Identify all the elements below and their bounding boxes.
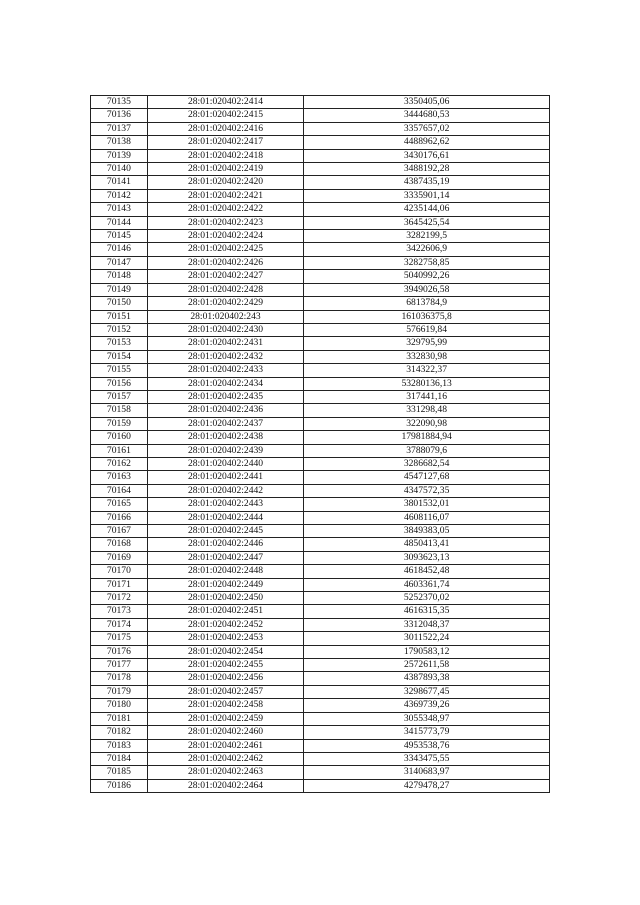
cadastral-number-cell: 28:01:020402:2425	[147, 243, 303, 256]
table-row	[91, 417, 550, 430]
cadastral-number-cell: 28:01:020402:2430	[147, 323, 303, 336]
row-number-cell: 70135	[91, 96, 148, 109]
row-number-cell: 70150	[91, 297, 148, 310]
table-row	[91, 189, 550, 202]
table-row	[91, 484, 550, 497]
cadastral-number-cell: 28:01:020402:2426	[147, 256, 303, 269]
table-row	[91, 525, 550, 538]
cadastral-number-cell: 28:01:020402:2417	[147, 136, 303, 149]
cadastral-number-cell: 28:01:020402:2444	[147, 511, 303, 524]
cadastral-number-cell: 28:01:020402:2443	[147, 498, 303, 511]
value-cell: 3286682,54	[304, 457, 550, 470]
cadastral-number-cell: 28:01:020402:2457	[147, 685, 303, 698]
table-row	[91, 203, 550, 216]
value-cell: 4369739,26	[304, 699, 550, 712]
value-cell: 3298677,45	[304, 685, 550, 698]
row-number-cell: 70175	[91, 632, 148, 645]
table-body	[91, 96, 550, 793]
cadastral-number-cell: 28:01:020402:2456	[147, 672, 303, 685]
table-row	[91, 618, 550, 631]
cadastral-number-cell: 28:01:020402:2453	[147, 632, 303, 645]
value-cell: 2572611,58	[304, 659, 550, 672]
row-number-cell: 70169	[91, 551, 148, 564]
cadastral-number-cell: 28:01:020402:2421	[147, 189, 303, 202]
table-row	[91, 431, 550, 444]
table-row	[91, 551, 550, 564]
cadastral-number-cell: 28:01:020402:2429	[147, 297, 303, 310]
value-cell: 3801532,01	[304, 498, 550, 511]
value-cell: 3430176,61	[304, 149, 550, 162]
table-row	[91, 645, 550, 658]
row-number-cell: 70146	[91, 243, 148, 256]
row-number-cell: 70137	[91, 122, 148, 135]
row-number-cell: 70178	[91, 672, 148, 685]
row-number-cell: 70181	[91, 712, 148, 725]
table-row	[91, 163, 550, 176]
cadastral-number-cell: 28:01:020402:2435	[147, 390, 303, 403]
table-row	[91, 149, 550, 162]
value-cell: 576619,84	[304, 323, 550, 336]
row-number-cell: 70185	[91, 766, 148, 779]
cadastral-number-cell: 28:01:020402:2463	[147, 766, 303, 779]
row-number-cell: 70162	[91, 457, 148, 470]
value-cell: 3055348,97	[304, 712, 550, 725]
table-row	[91, 632, 550, 645]
row-number-cell: 70154	[91, 350, 148, 363]
value-cell: 4387893,38	[304, 672, 550, 685]
cadastral-number-cell: 28:01:020402:2424	[147, 230, 303, 243]
value-cell: 3357657,02	[304, 122, 550, 135]
table-row	[91, 659, 550, 672]
cadastral-number-cell: 28:01:020402:2420	[147, 176, 303, 189]
cadastral-number-cell: 28:01:020402:2454	[147, 645, 303, 658]
value-cell: 3343475,55	[304, 752, 550, 765]
value-cell: 53280136,13	[304, 377, 550, 390]
cadastral-number-cell: 28:01:020402:2447	[147, 551, 303, 564]
value-cell: 161036375,8	[304, 310, 550, 323]
value-cell: 3488192,28	[304, 163, 550, 176]
cadastral-number-cell: 28:01:020402:243	[147, 310, 303, 323]
cadastral-number-cell: 28:01:020402:2438	[147, 431, 303, 444]
cadastral-number-cell: 28:01:020402:2458	[147, 699, 303, 712]
value-cell: 3140683,97	[304, 766, 550, 779]
value-cell: 5252370,02	[304, 592, 550, 605]
row-number-cell: 70141	[91, 176, 148, 189]
cadastral-number-cell: 28:01:020402:2422	[147, 203, 303, 216]
row-number-cell: 70182	[91, 726, 148, 739]
value-cell: 3415773,79	[304, 726, 550, 739]
cadastral-number-cell: 28:01:020402:2445	[147, 525, 303, 538]
table-row	[91, 243, 550, 256]
cadastral-number-cell: 28:01:020402:2431	[147, 337, 303, 350]
table-row	[91, 350, 550, 363]
table-row	[91, 578, 550, 591]
table-row	[91, 779, 550, 792]
value-cell: 4235144,06	[304, 203, 550, 216]
table-row	[91, 337, 550, 350]
cadastral-number-cell: 28:01:020402:2423	[147, 216, 303, 229]
table-row	[91, 605, 550, 618]
value-cell: 3312048,37	[304, 618, 550, 631]
table-row	[91, 766, 550, 779]
row-number-cell: 70149	[91, 283, 148, 296]
cadastral-number-cell: 28:01:020402:2442	[147, 484, 303, 497]
value-cell: 4616315,35	[304, 605, 550, 618]
table-row	[91, 323, 550, 336]
row-number-cell: 70136	[91, 109, 148, 122]
row-number-cell: 70161	[91, 444, 148, 457]
row-number-cell: 70176	[91, 645, 148, 658]
row-number-cell: 70155	[91, 364, 148, 377]
value-cell: 329795,99	[304, 337, 550, 350]
cadastral-number-cell: 28:01:020402:2439	[147, 444, 303, 457]
value-cell: 4387435,19	[304, 176, 550, 189]
table-row	[91, 726, 550, 739]
cadastral-number-cell: 28:01:020402:2437	[147, 417, 303, 430]
cadastral-number-cell: 28:01:020402:2451	[147, 605, 303, 618]
cadastral-number-cell: 28:01:020402:2436	[147, 404, 303, 417]
row-number-cell: 70163	[91, 471, 148, 484]
row-number-cell: 70148	[91, 270, 148, 283]
row-number-cell: 70143	[91, 203, 148, 216]
table-row	[91, 699, 550, 712]
table-row	[91, 712, 550, 725]
cadastral-value-table	[90, 95, 550, 793]
row-number-cell: 70173	[91, 605, 148, 618]
row-number-cell: 70147	[91, 256, 148, 269]
cadastral-number-cell: 28:01:020402:2449	[147, 578, 303, 591]
table-row	[91, 471, 550, 484]
value-cell: 1790583,12	[304, 645, 550, 658]
table-row	[91, 390, 550, 403]
row-number-cell: 70168	[91, 538, 148, 551]
value-cell: 3335901,14	[304, 189, 550, 202]
value-cell: 3282758,85	[304, 256, 550, 269]
cadastral-number-cell: 28:01:020402:2450	[147, 592, 303, 605]
table-row	[91, 672, 550, 685]
table-row	[91, 592, 550, 605]
cadastral-number-cell: 28:01:020402:2414	[147, 96, 303, 109]
cadastral-number-cell: 28:01:020402:2434	[147, 377, 303, 390]
cadastral-number-cell: 28:01:020402:2461	[147, 739, 303, 752]
cadastral-number-cell: 28:01:020402:2418	[147, 149, 303, 162]
table-row	[91, 377, 550, 390]
table-row	[91, 444, 550, 457]
table-row	[91, 565, 550, 578]
row-number-cell: 70142	[91, 189, 148, 202]
row-number-cell: 70153	[91, 337, 148, 350]
table-row	[91, 685, 550, 698]
value-cell: 4618452,48	[304, 565, 550, 578]
table-row	[91, 216, 550, 229]
table-row	[91, 404, 550, 417]
row-number-cell: 70179	[91, 685, 148, 698]
row-number-cell: 70157	[91, 390, 148, 403]
value-cell: 3645425,54	[304, 216, 550, 229]
table-row	[91, 538, 550, 551]
cadastral-number-cell: 28:01:020402:2427	[147, 270, 303, 283]
row-number-cell: 70166	[91, 511, 148, 524]
row-number-cell: 70159	[91, 417, 148, 430]
cadastral-number-cell: 28:01:020402:2455	[147, 659, 303, 672]
value-cell: 3282199,5	[304, 230, 550, 243]
table-row	[91, 310, 550, 323]
value-cell: 3949026,58	[304, 283, 550, 296]
cadastral-number-cell: 28:01:020402:2452	[147, 618, 303, 631]
table-row	[91, 297, 550, 310]
value-cell: 6813784,9	[304, 297, 550, 310]
cadastral-number-cell: 28:01:020402:2440	[147, 457, 303, 470]
table-row	[91, 739, 550, 752]
table-row	[91, 364, 550, 377]
value-cell: 5040992,26	[304, 270, 550, 283]
value-cell: 4850413,41	[304, 538, 550, 551]
row-number-cell: 70170	[91, 565, 148, 578]
row-number-cell: 70140	[91, 163, 148, 176]
value-cell: 4547127,68	[304, 471, 550, 484]
value-cell: 17981884,94	[304, 431, 550, 444]
value-cell: 3444680,53	[304, 109, 550, 122]
value-cell: 332830,98	[304, 350, 550, 363]
row-number-cell: 70177	[91, 659, 148, 672]
value-cell: 317441,16	[304, 390, 550, 403]
cadastral-number-cell: 28:01:020402:2459	[147, 712, 303, 725]
table-row	[91, 283, 550, 296]
table-row	[91, 122, 550, 135]
row-number-cell: 70156	[91, 377, 148, 390]
row-number-cell: 70174	[91, 618, 148, 631]
table-row	[91, 256, 550, 269]
value-cell: 3350405,06	[304, 96, 550, 109]
row-number-cell: 70145	[91, 230, 148, 243]
value-cell: 4488962,62	[304, 136, 550, 149]
cadastral-number-cell: 28:01:020402:2419	[147, 163, 303, 176]
row-number-cell: 70171	[91, 578, 148, 591]
value-cell: 3788079,6	[304, 444, 550, 457]
row-number-cell: 70160	[91, 431, 148, 444]
table-row	[91, 176, 550, 189]
row-number-cell: 70184	[91, 752, 148, 765]
cadastral-number-cell: 28:01:020402:2464	[147, 779, 303, 792]
value-cell: 3093623,13	[304, 551, 550, 564]
cadastral-number-cell: 28:01:020402:2432	[147, 350, 303, 363]
value-cell: 4608116,07	[304, 511, 550, 524]
cadastral-number-cell: 28:01:020402:2415	[147, 109, 303, 122]
value-cell: 4953538,76	[304, 739, 550, 752]
value-cell: 4347572,35	[304, 484, 550, 497]
cadastral-number-cell: 28:01:020402:2433	[147, 364, 303, 377]
value-cell: 3849383,05	[304, 525, 550, 538]
row-number-cell: 70183	[91, 739, 148, 752]
value-cell: 3422606,9	[304, 243, 550, 256]
cadastral-number-cell: 28:01:020402:2448	[147, 565, 303, 578]
value-cell: 331298,48	[304, 404, 550, 417]
row-number-cell: 70144	[91, 216, 148, 229]
cadastral-number-cell: 28:01:020402:2441	[147, 471, 303, 484]
row-number-cell: 70139	[91, 149, 148, 162]
table-row	[91, 270, 550, 283]
cadastral-number-cell: 28:01:020402:2462	[147, 752, 303, 765]
table-row	[91, 96, 550, 109]
value-cell: 322090,98	[304, 417, 550, 430]
table-row	[91, 752, 550, 765]
row-number-cell: 70167	[91, 525, 148, 538]
table-row	[91, 511, 550, 524]
row-number-cell: 70172	[91, 592, 148, 605]
row-number-cell: 70180	[91, 699, 148, 712]
table-row	[91, 136, 550, 149]
value-cell: 4603361,74	[304, 578, 550, 591]
cadastral-number-cell: 28:01:020402:2460	[147, 726, 303, 739]
table-row	[91, 109, 550, 122]
row-number-cell: 70158	[91, 404, 148, 417]
row-number-cell: 70165	[91, 498, 148, 511]
row-number-cell: 70164	[91, 484, 148, 497]
row-number-cell: 70186	[91, 779, 148, 792]
cadastral-number-cell: 28:01:020402:2416	[147, 122, 303, 135]
cadastral-number-cell: 28:01:020402:2446	[147, 538, 303, 551]
row-number-cell: 70152	[91, 323, 148, 336]
table-row	[91, 230, 550, 243]
value-cell: 4279478,27	[304, 779, 550, 792]
value-cell: 314322,37	[304, 364, 550, 377]
cadastral-number-cell: 28:01:020402:2428	[147, 283, 303, 296]
value-cell: 3011522,24	[304, 632, 550, 645]
table-row	[91, 457, 550, 470]
row-number-cell: 70138	[91, 136, 148, 149]
table-row	[91, 498, 550, 511]
row-number-cell: 70151	[91, 310, 148, 323]
